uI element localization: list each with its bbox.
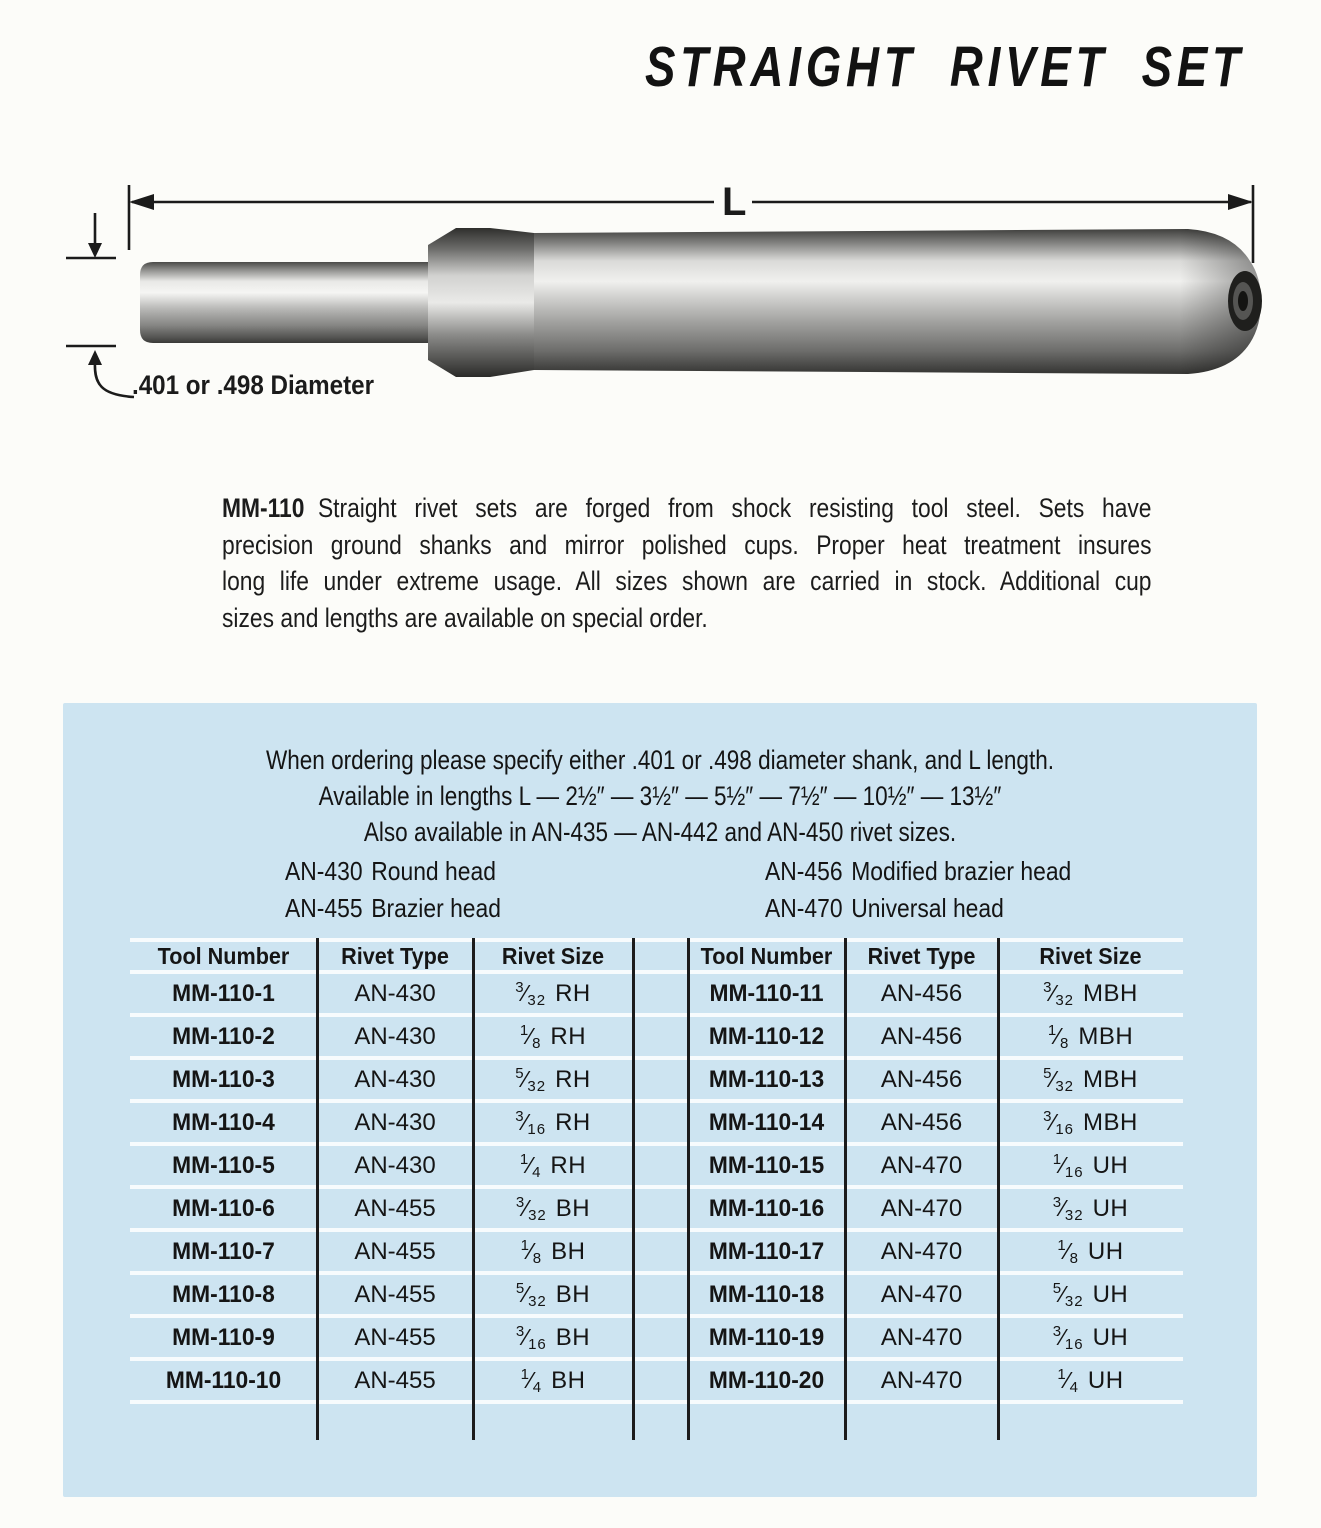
cell-tool-number: MM-110-1 — [172, 979, 275, 1007]
cell-rivet-type: AN-430 — [354, 1151, 436, 1179]
legend-item — [285, 856, 496, 887]
table-row — [130, 1017, 1183, 1060]
table-center-gap — [633, 942, 688, 970]
cell-tool-number: MM-110-14 — [708, 1108, 825, 1136]
cell-rivet-type: AN-455 — [354, 1280, 436, 1308]
cell-rivet-type: AN-470 — [880, 1151, 963, 1179]
cell-rivet-size: $^1⁄_{16}$ UH — [1052, 1150, 1129, 1181]
ordering-note-line: Also available in AN-435 — AN-442 and AN-450 rivet sizes. — [363, 817, 957, 847]
table-row — [130, 1232, 1183, 1275]
table-row — [130, 1103, 1183, 1146]
cell-rivet-type: AN-470 — [880, 1366, 963, 1394]
legend-code: AN-430 — [285, 856, 363, 886]
table-row — [130, 1146, 1183, 1189]
table-row — [130, 1275, 1183, 1318]
legend-code: AN-470 — [765, 893, 843, 923]
cell-rivet-size: $^3⁄_{32}$ RH — [515, 978, 591, 1009]
table-center-gap — [633, 1189, 688, 1228]
length-arrow-left — [129, 194, 154, 210]
table-row — [130, 1060, 1183, 1103]
cell-rivet-size: $^5⁄_{32}$ UH — [1052, 1279, 1129, 1310]
cell-tool-number: MM-110-17 — [708, 1237, 825, 1265]
cell-tool-number: MM-110-3 — [172, 1065, 275, 1093]
cell-rivet-size: $^5⁄_{32}$ RH — [515, 1064, 591, 1095]
table-center-gap — [633, 1060, 688, 1099]
cell-tool-number: MM-110-13 — [708, 1065, 825, 1093]
column-divider — [687, 938, 690, 1440]
ordering-panel — [63, 703, 1257, 1497]
cell-rivet-type: AN-470 — [880, 1323, 963, 1351]
legend-code: AN-455 — [285, 893, 363, 923]
table-center-gap — [633, 1146, 688, 1185]
column-header: Rivet Type — [341, 942, 449, 969]
cell-rivet-size: $^1⁄_8$ RH — [519, 1021, 587, 1052]
table-center-gap — [633, 974, 688, 1013]
tool-shank — [140, 262, 450, 343]
cell-tool-number: MM-110-20 — [708, 1366, 825, 1394]
cell-rivet-type: AN-456 — [880, 1022, 963, 1050]
cell-rivet-type: AN-456 — [880, 1065, 963, 1093]
table-row — [130, 974, 1183, 1017]
cell-rivet-type: AN-430 — [354, 979, 436, 1007]
cell-rivet-size: $^1⁄_4$ UH — [1057, 1365, 1124, 1396]
table-row — [130, 1361, 1183, 1404]
table-row — [130, 1318, 1183, 1361]
cell-rivet-type: AN-456 — [880, 1108, 963, 1136]
cell-rivet-size: $^1⁄_4$ RH — [519, 1150, 587, 1181]
cell-tool-number: MM-110-2 — [172, 1022, 275, 1050]
head-type-legend — [63, 856, 1257, 934]
rivet-set-figure — [40, 165, 1300, 415]
diameter-dimension-lines — [66, 213, 134, 397]
cell-rivet-size: $^3⁄_{16}$ BH — [515, 1322, 591, 1353]
length-arrow-right — [1228, 194, 1253, 210]
legend-desc: Modified brazier head — [851, 856, 1072, 886]
legend-desc: Universal head — [851, 893, 1004, 923]
cell-rivet-type: AN-430 — [354, 1065, 436, 1093]
cell-rivet-type: AN-455 — [354, 1237, 436, 1265]
table-center-gap — [633, 1275, 688, 1314]
cell-tool-number: MM-110-18 — [708, 1280, 825, 1308]
diameter-arrow-down — [88, 243, 102, 258]
cell-rivet-size: $^3⁄_{32}$ UH — [1052, 1193, 1129, 1224]
cell-tool-number: MM-110-9 — [172, 1323, 275, 1351]
tool-collar — [428, 228, 490, 377]
description-line: long life under extreme usage. All sizes shown are carried in stock. Additional cup — [222, 566, 1152, 596]
cell-rivet-size: $^3⁄_{16}$ UH — [1052, 1322, 1129, 1353]
description-line — [222, 490, 1152, 527]
legend-item — [285, 893, 501, 924]
table-center-gap — [633, 1361, 688, 1400]
ordering-note-line: When ordering please specify either .401 or .498 diameter shank, and L length. — [265, 745, 1055, 775]
product-description — [222, 490, 1152, 636]
cell-rivet-size: $^1⁄_8$ MBH — [1047, 1021, 1134, 1052]
cell-rivet-size: $^1⁄_8$ BH — [520, 1236, 586, 1267]
cell-tool-number: MM-110-11 — [709, 979, 824, 1007]
cell-tool-number: MM-110-19 — [708, 1323, 825, 1351]
cell-rivet-type: AN-470 — [880, 1194, 963, 1222]
ordering-notes — [63, 742, 1257, 850]
cell-rivet-type: AN-430 — [354, 1022, 436, 1050]
table-center-gap — [633, 1232, 688, 1271]
legend-desc: Round head — [371, 856, 496, 886]
column-divider — [844, 938, 847, 1440]
table-center-gap — [633, 1017, 688, 1056]
cell-tool-number: MM-110-10 — [165, 1366, 282, 1394]
table-header-row — [130, 938, 1183, 974]
cell-tool-number: MM-110-6 — [172, 1194, 275, 1222]
cell-rivet-size: $^3⁄_{32}$ BH — [515, 1193, 591, 1224]
column-header: Tool Number — [157, 942, 290, 969]
column-header: Rivet Type — [867, 942, 976, 969]
description-line: sizes and lengths are available on special order. — [222, 602, 708, 633]
cell-rivet-type: AN-470 — [880, 1280, 963, 1308]
cell-tool-number: MM-110-15 — [708, 1151, 825, 1179]
diameter-dimension-label: .401 or .498 Diameter — [132, 370, 375, 400]
cell-tool-number: MM-110-4 — [172, 1108, 275, 1136]
cell-tool-number: MM-110-5 — [172, 1151, 275, 1179]
description-text: Straight rivet sets are forged from shock resisting tool steel. Sets have — [317, 493, 1152, 523]
cell-tool-number: MM-110-8 — [172, 1280, 275, 1308]
cell-rivet-size: $^1⁄_4$ BH — [520, 1365, 586, 1396]
cell-tool-number: MM-110-16 — [708, 1194, 825, 1222]
cell-tool-number: MM-110-12 — [708, 1022, 825, 1050]
cell-rivet-size: $^5⁄_{32}$ MBH — [1043, 1064, 1138, 1095]
column-header: Tool Number — [700, 942, 833, 969]
column-divider — [997, 938, 1000, 1440]
cell-rivet-size: $^5⁄_{32}$ BH — [515, 1279, 591, 1310]
column-divider — [472, 938, 475, 1440]
cell-rivet-size: $^3⁄_{16}$ RH — [515, 1107, 591, 1138]
tool-body — [534, 229, 1261, 374]
table-center-gap — [633, 1103, 688, 1142]
tool-collar-bevel — [490, 228, 534, 377]
table-row — [130, 1189, 1183, 1232]
cell-rivet-size: $^3⁄_{16}$ MBH — [1043, 1107, 1138, 1138]
cell-rivet-type: AN-430 — [354, 1108, 436, 1136]
column-header: Rivet Size — [501, 942, 605, 969]
legend-desc: Brazier head — [371, 893, 501, 923]
legend-item — [765, 856, 1071, 887]
length-dimension-label: L — [722, 180, 747, 224]
ordering-note-line: Available in lengths L — 2½″ — 3½″ — 5½″ — 7½″ — 10½″ — 13½″ — [318, 781, 1002, 811]
cell-rivet-size: $^1⁄_8$ UH — [1057, 1236, 1124, 1267]
legend-code: AN-456 — [765, 856, 843, 886]
cell-rivet-size: $^3⁄_{32}$ MBH — [1043, 978, 1138, 1009]
rivet-table — [130, 938, 1183, 1404]
cell-rivet-type: AN-455 — [354, 1194, 436, 1222]
cell-rivet-type: AN-470 — [880, 1237, 963, 1265]
column-header: Rivet Size — [1039, 942, 1142, 969]
column-divider — [632, 938, 635, 1440]
column-divider — [316, 938, 319, 1440]
description-line: precision ground shanks and mirror polished cups. Proper heat treatment insures — [222, 529, 1152, 560]
diameter-arrow-up — [88, 350, 102, 365]
cell-rivet-type: AN-455 — [354, 1323, 436, 1351]
cell-rivet-type: AN-456 — [880, 979, 963, 1007]
table-center-gap — [633, 1318, 688, 1357]
page-title: STRAIGHT RIVET SET — [645, 35, 1245, 99]
legend-item — [765, 893, 1004, 924]
model-number: MM-110 — [222, 493, 305, 523]
cell-rivet-type: AN-455 — [354, 1366, 436, 1394]
cell-tool-number: MM-110-7 — [172, 1237, 275, 1265]
tool-cup-hole — [1238, 291, 1248, 311]
